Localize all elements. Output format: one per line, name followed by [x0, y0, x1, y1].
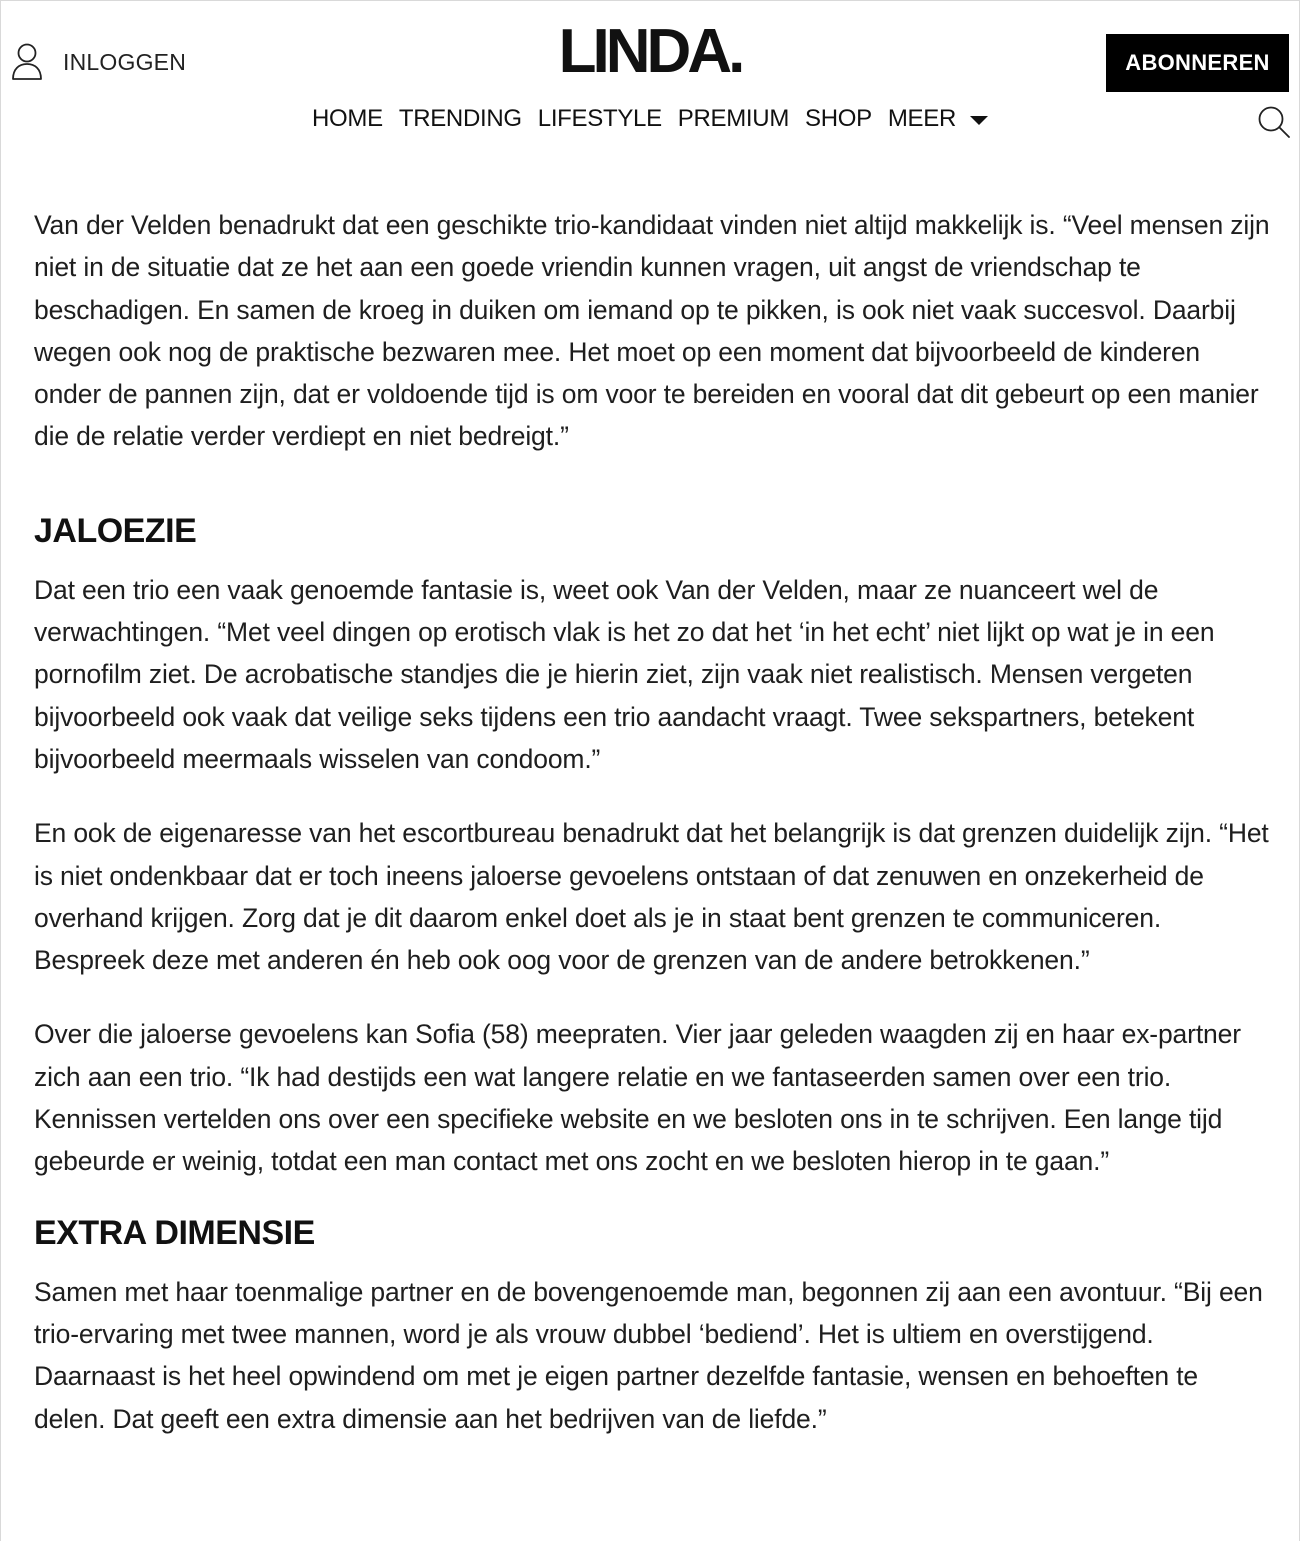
article-paragraph: Dat een trio een vaak genoemde fantasie is, weet ook Van der Velden, maar ze nuanceert wel de verwachtingen. “Met veel dingen op erotisch vlak is het zo dat het ‘in het echt’ niet lijkt op wat je in een pornofilm ziet. De acrobatische standjes die je hierin ziet, zijn vaak niet realistisch. Mensen vergeten bijvoorbeeld ook vaak dat veilige seks tijdens een trio aandacht vraagt. Twee sekspartners, betekent bijvoorbeeld meermaals wisselen van condoom.” — [34, 574, 1215, 774]
nav-item-lifestyle[interactable]: LIFESTYLE — [537, 105, 662, 132]
nav-item-shop[interactable]: SHOP — [805, 105, 872, 132]
article-paragraph: Over die jaloerse gevoelens kan Sofia (58) meepraten. Vier jaar geleden waagden zij en haar ex-partner zich aan een trio. “Ik had destijds een wat langere relatie en we fantaseerden samen over een trio. Kennissen vertelden ons over een specifieke website en we besloten ons in te schrijven. Een lange tijd gebeurde er weinig, totdat een man contact met ons zocht en we besloten hierop in te gaan.” — [34, 1019, 1241, 1177]
nav-item-meer-label: MEER — [887, 105, 956, 132]
site-header — [1, 1, 1299, 161]
site-logo[interactable]: LINDA. — [558, 17, 742, 86]
chevron-down-icon — [970, 116, 988, 125]
article-paragraph: Van der Velden benadrukt dat een geschikte trio-kandidaat vinden niet altijd makkelijk is. “Veel mensen zijn niet in de situatie dat ze het aan een goede vriendin kunnen vragen, uit angst de vriendschap te beschadigen. En samen de kroeg in duiken om iemand op te pikken, is ook niet vaak succesvol. Daarbij wegen ook nog de praktische bezwaren mee. Het moet op een moment dat bijvoorbeeld de kinderen onder de pannen zijn, dat er voldoende tijd is om voor te bereiden en vooral dat dit gebeurt op een manier die de relatie verder verdiept en niet bedreigt.” — [34, 210, 1270, 452]
nav-item-home[interactable]: HOME — [312, 105, 383, 132]
search-icon[interactable] — [1257, 105, 1291, 139]
article-body — [34, 204, 1274, 1440]
section-heading-extra-dimensie: EXTRA DIMENSIE — [34, 1213, 315, 1252]
nav-item-meer[interactable] — [888, 105, 988, 133]
nav-item-trending[interactable]: TRENDING — [398, 105, 522, 132]
nav-item-premium[interactable]: PREMIUM — [677, 105, 790, 132]
login-label: INLOGGEN — [63, 48, 187, 75]
main-nav — [1, 105, 1299, 133]
article-paragraph: En ook de eigenaresse van het escortbureau benadrukt dat het belangrijk is dat grenzen duidelijk zijn. “Het is niet ondenkbaar dat er toch ineens jaloerse gevoelens ontstaan of dat zenuwen en onzekerheid de overhand krijgen. Zorg dat je dit daarom enkel doet als je in staat bent grenzen te communiceren. Bespreek deze met anderen én heb ook oog voor de grenzen van de andere betrokkenen.” — [34, 818, 1269, 976]
section-heading-jaloezie: JALOEZIE — [34, 511, 197, 550]
article-paragraph: Samen met haar toenmalige partner en de bovengenoemde man, begonnen zij aan een avontuur. “Bij een trio-ervaring met twee mannen, word je als vrouw dubbel ‘bediend’. Het is ultiem en overstijgend. Daarnaast is het heel opwindend om met je eigen partner dezelfde fantasie, wensen en behoeften te delen. Dat geeft een extra dimensie aan het bedrijven van de liefde.” — [34, 1276, 1263, 1434]
subscribe-button[interactable]: ABONNEREN — [1106, 34, 1289, 92]
